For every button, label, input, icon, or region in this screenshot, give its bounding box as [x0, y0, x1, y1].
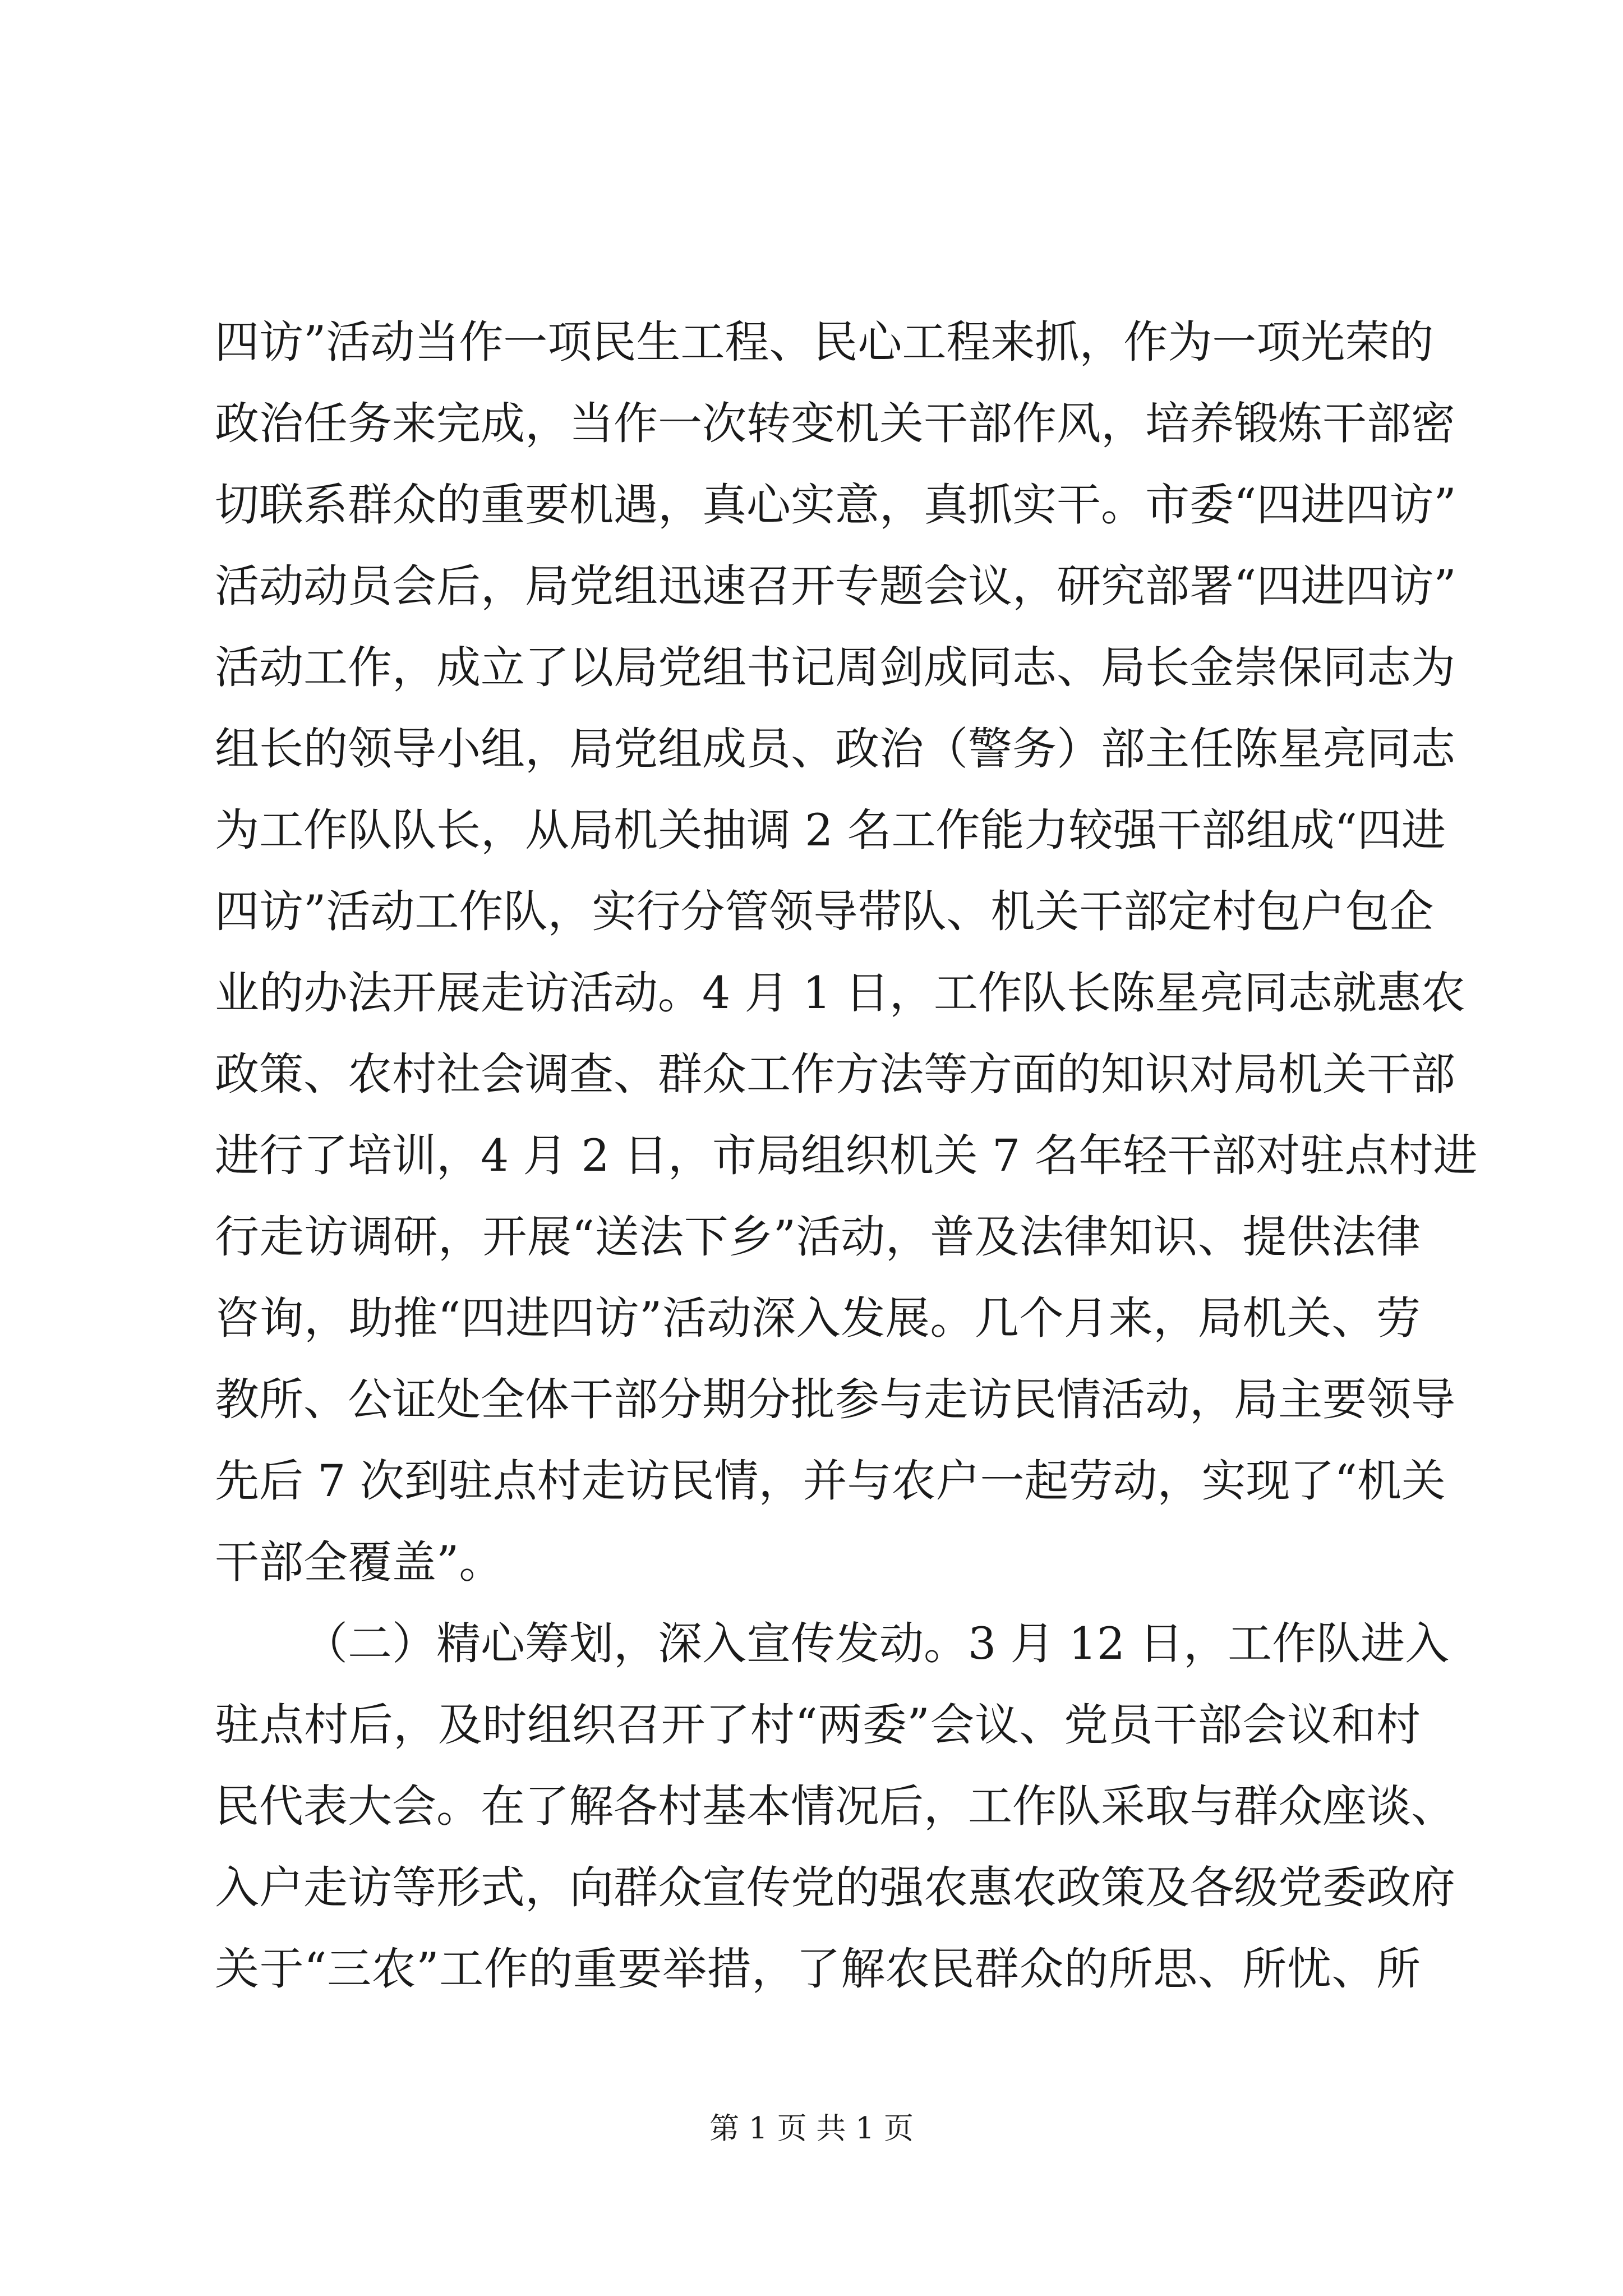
- text-line: 活动工作，成立了以局党组书记周剑成同志、局长金崇保同志为: [215, 642, 1455, 693]
- text-line: 民代表大会。在了解各村基本情况后，工作队采取与群众座谈、: [215, 1780, 1455, 1832]
- text-line: 教所、公证处全体干部分期分批参与走访民情活动，局主要领导: [215, 1374, 1455, 1425]
- page-number-label: 第 1 页 共 1 页: [709, 2111, 914, 2146]
- text-line: 咨询，助推“四进四访”活动深入发展。几个月来，局机关、劳: [215, 1292, 1421, 1344]
- text-line: 四访”活动工作队，实行分管领导带队、机关干部定村包户包企: [215, 886, 1434, 937]
- text-line: 切联系群众的重要机遇，真心实意，真抓实干。市委“四进四访”: [215, 479, 1456, 531]
- text-line: 为工作队队长，从局机关抽调 2 名工作能力较强干部组成“四进: [215, 804, 1446, 856]
- text-line: 关于“三农”工作的重要举措，了解农民群众的所思、所忧、所: [215, 1943, 1421, 1995]
- text-line: 组长的领导小组，局党组成员、政治（警务）部主任陈星亮同志: [215, 723, 1455, 775]
- document-body: [215, 302, 1478, 2010]
- text-line: 入户走访等形式，向群众宣传党的强农惠农政策及各级党委政府: [215, 1862, 1455, 1913]
- text-line: 政治任务来完成，当作一次转变机关干部作风，培养锻炼干部密: [215, 398, 1455, 449]
- text-line: 进行了培训，4 月 2 日，市局组织机关 7 名年轻干部对驻点村进: [215, 1130, 1478, 1181]
- text-line: 驻点村后，及时组织召开了村“两委”会议、党员干部会议和村: [215, 1699, 1421, 1751]
- page-footer: [0, 2105, 1623, 2147]
- text-line: 行走访调研，开展“送法下乡”活动，普及法律知识、提供法律: [215, 1211, 1421, 1263]
- text-line: 业的办法开展走访活动。4 月 1 日，工作队长陈星亮同志就惠农: [215, 967, 1465, 1019]
- text-line: 四访”活动当作一项民生工程、民心工程来抓，作为一项光荣的: [215, 316, 1434, 368]
- text-line: 活动动员会后，局党组迅速召开专题会议，研究部署“四进四访”: [215, 560, 1456, 612]
- text-line: 干部全覆盖”。: [215, 1536, 504, 1588]
- text-line: 政策、农村社会调查、群众工作方法等方面的知识对局机关干部: [215, 1048, 1455, 1100]
- text-line: （二）精心筹划，深入宣传发动。3 月 12 日，工作队进入: [303, 1618, 1450, 1669]
- text-line: 先后 7 次到驻点村走访民情，并与农户一起劳动，实现了“机关: [215, 1455, 1446, 1507]
